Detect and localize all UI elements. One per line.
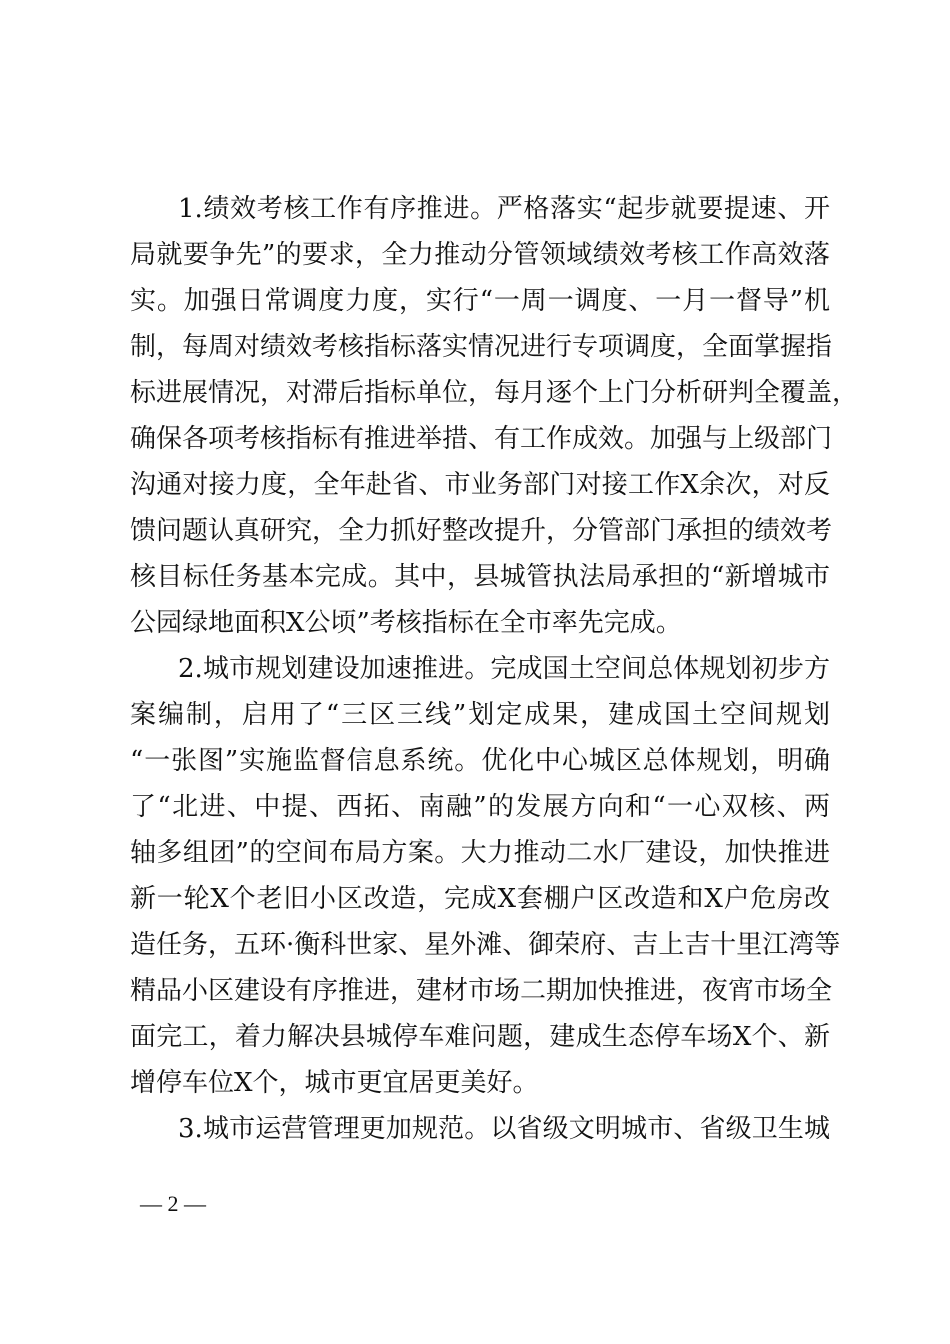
paragraph-2-line-8: 精品小区建设有序推进，建材市场二期加快推进，夜宵市场全 <box>130 976 833 1006</box>
paragraph-2-line-3: “一张图”实施监督信息系统。优化中心城区总体规划，明确 <box>130 746 830 776</box>
paragraph-3-line-1: 3.城市运营管理更加规范。以省级文明城市、省级卫生城 <box>178 1114 830 1144</box>
paragraph-2-line-2: 案编制，启用了“三区三线”划定成果，建成国土空间规划 <box>130 700 830 730</box>
paragraph-2-line-1: 2.城市规划建设加速推进。完成国土空间总体规划初步方 <box>178 654 830 684</box>
paragraph-2-line-6: 新一轮X个老旧小区改造，完成X套棚户区改造和X户危房改 <box>130 884 830 914</box>
paragraph-1-line-1: 1.绩效考核工作有序推进。严格落实“起步就要提速、开 <box>178 194 830 224</box>
page-number: — 2 — <box>140 1191 206 1216</box>
paragraph-2-line-5: 轴多组团”的空间布局方案。大力推动二水厂建设，加快推进 <box>130 838 830 868</box>
paragraph-2-line-9: 面完工，着力解决县城停车难问题，建成生态停车场X个、新 <box>130 1022 830 1052</box>
paragraph-1-line-9: 核目标任务基本完成。其中，县城管执法局承担的“新增城市 <box>130 562 830 592</box>
paragraph-2-line-10: 增停车位X个，城市更宜居更美好。 <box>130 1068 539 1098</box>
paragraph-1-line-6: 确保各项考核指标有推进举措、有工作成效。加强与上级部门 <box>130 424 833 454</box>
paragraph-2-line-4: 了“北进、中提、西拓、南融”的发展方向和“一心双核、两 <box>130 792 830 822</box>
paragraph-1-line-5: 标进展情况，对滞后指标单位，每月逐个上门分析研判全覆盖， <box>130 378 859 408</box>
paragraph-2-line-7: 造任务，五环·衡科世家、星外滩、御荣府、吉上吉十里江湾等 <box>130 930 841 960</box>
paragraph-1-line-7: 沟通对接力度，全年赴省、市业务部门对接工作X余次，对反 <box>130 470 830 500</box>
paragraph-1-line-4: 制，每周对绩效考核指标落实情况进行专项调度，全面掌握指 <box>130 332 833 362</box>
paragraph-1-line-10: 公园绿地面积X公顷”考核指标在全市率先完成。 <box>130 608 682 638</box>
paragraph-1-line-8: 馈问题认真研究，全力抓好整改提升，分管部门承担的绩效考 <box>130 516 833 546</box>
paragraph-1-line-3: 实。加强日常调度力度，实行“一周一调度、一月一督导”机 <box>130 286 830 316</box>
paragraph-1-line-2: 局就要争先”的要求，全力推动分管领域绩效考核工作高效落 <box>130 240 830 270</box>
